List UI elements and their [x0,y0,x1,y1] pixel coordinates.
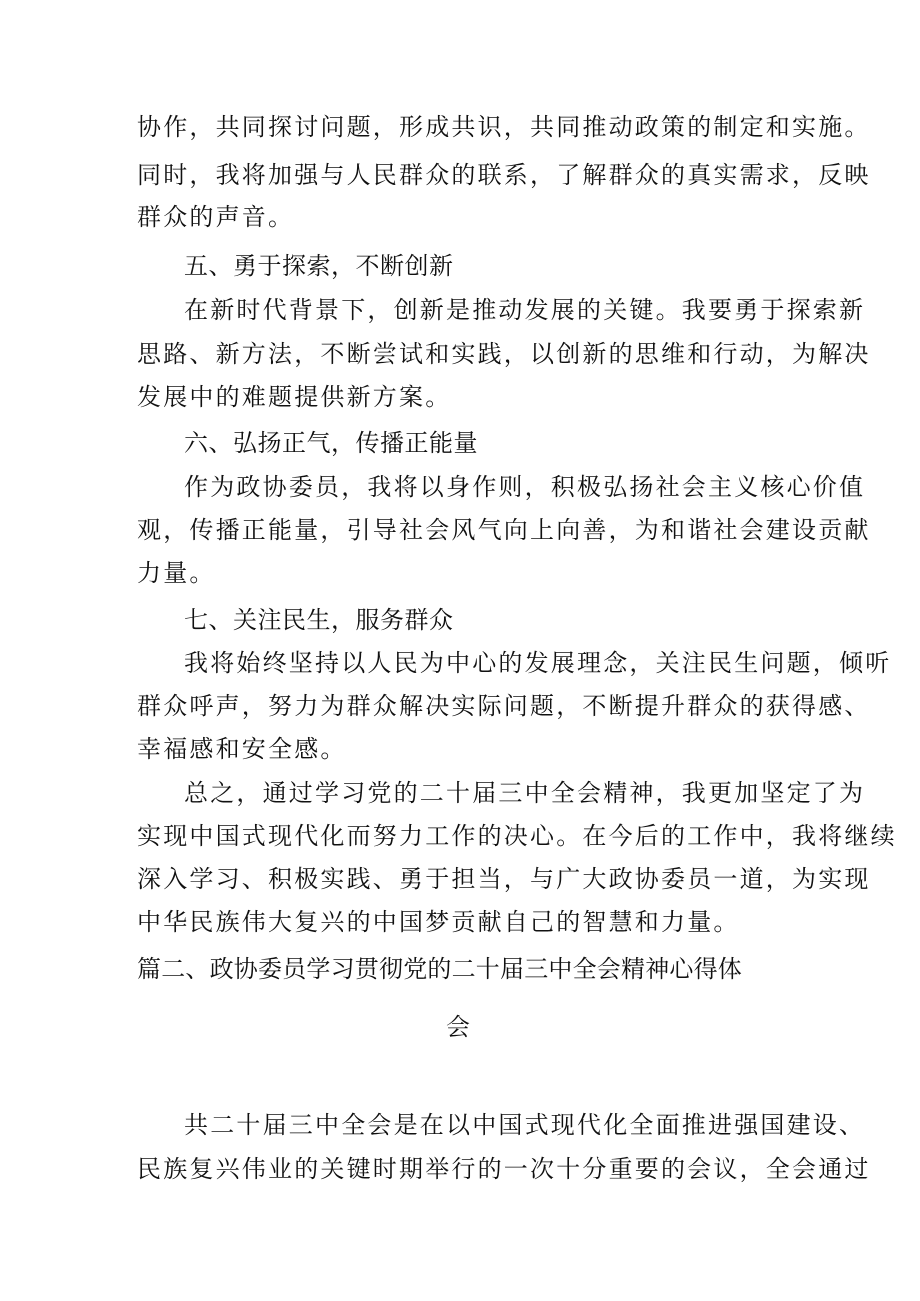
paragraph-line: 协作，共同探讨问题，形成共识，共同推动政策的制定和实施。 [137,113,871,141]
paragraph-line: 共二十届三中全会是在以中国式现代化全面推进强国建设、 [184,1111,866,1139]
article-title-continuation: 会 [446,1013,473,1041]
section-heading-6: 六、弘扬正气，传播正能量 [184,429,478,457]
article-title: 篇二、政协委员学习贯彻党的二十届三中全会精神心得体 [137,955,742,983]
summary-line: 深入学习、积极实践、勇于担当，与广大政协委员一道，为实现 [137,865,871,893]
paragraph-line: 思路、新方法，不断尝试和实践，以创新的思维和行动，为解决 [137,340,871,368]
paragraph-line: 同时，我将加强与人民群众的联系，了解群众的真实需求，反映 [137,161,871,189]
paragraph-line: 民族复兴伟业的关键时期举行的一次十分重要的会议，全会通过 [137,1155,871,1183]
paragraph-line: 作为政协委员，我将以身作则，积极弘扬社会主义核心价值 [184,473,866,501]
paragraph-line: 幸福感和安全感。 [137,735,347,763]
paragraph-line: 发展中的难题提供新方案。 [137,383,452,411]
paragraph-line: 在新时代背景下，创新是推动发展的关键。我要勇于探索新 [184,296,866,324]
paragraph-line: 我将始终坚持以人民为中心的发展理念，关注民生问题，倾听 [184,649,892,677]
paragraph-line: 观，传播正能量，引导社会风气向上向善，为和谐社会建设贡献 [137,516,871,544]
section-heading-5: 五、勇于探索，不断创新 [184,252,454,280]
section-heading-7: 七、关注民生，服务群众 [184,606,454,634]
paragraph-line: 群众呼声，努力为群众解决实际问题，不断提升群众的获得感、 [137,692,871,720]
summary-line: 中华民族伟大复兴的中国梦贡献自己的智慧和力量。 [137,908,740,936]
summary-line: 实现中国式现代化而努力工作的决心。在今后的工作中，我将继续 [137,822,897,850]
summary-line: 总之，通过学习党的二十届三中全会精神，我更加坚定了为 [184,779,866,807]
paragraph-line: 群众的声音。 [137,203,295,231]
paragraph-line: 力量。 [137,559,216,587]
